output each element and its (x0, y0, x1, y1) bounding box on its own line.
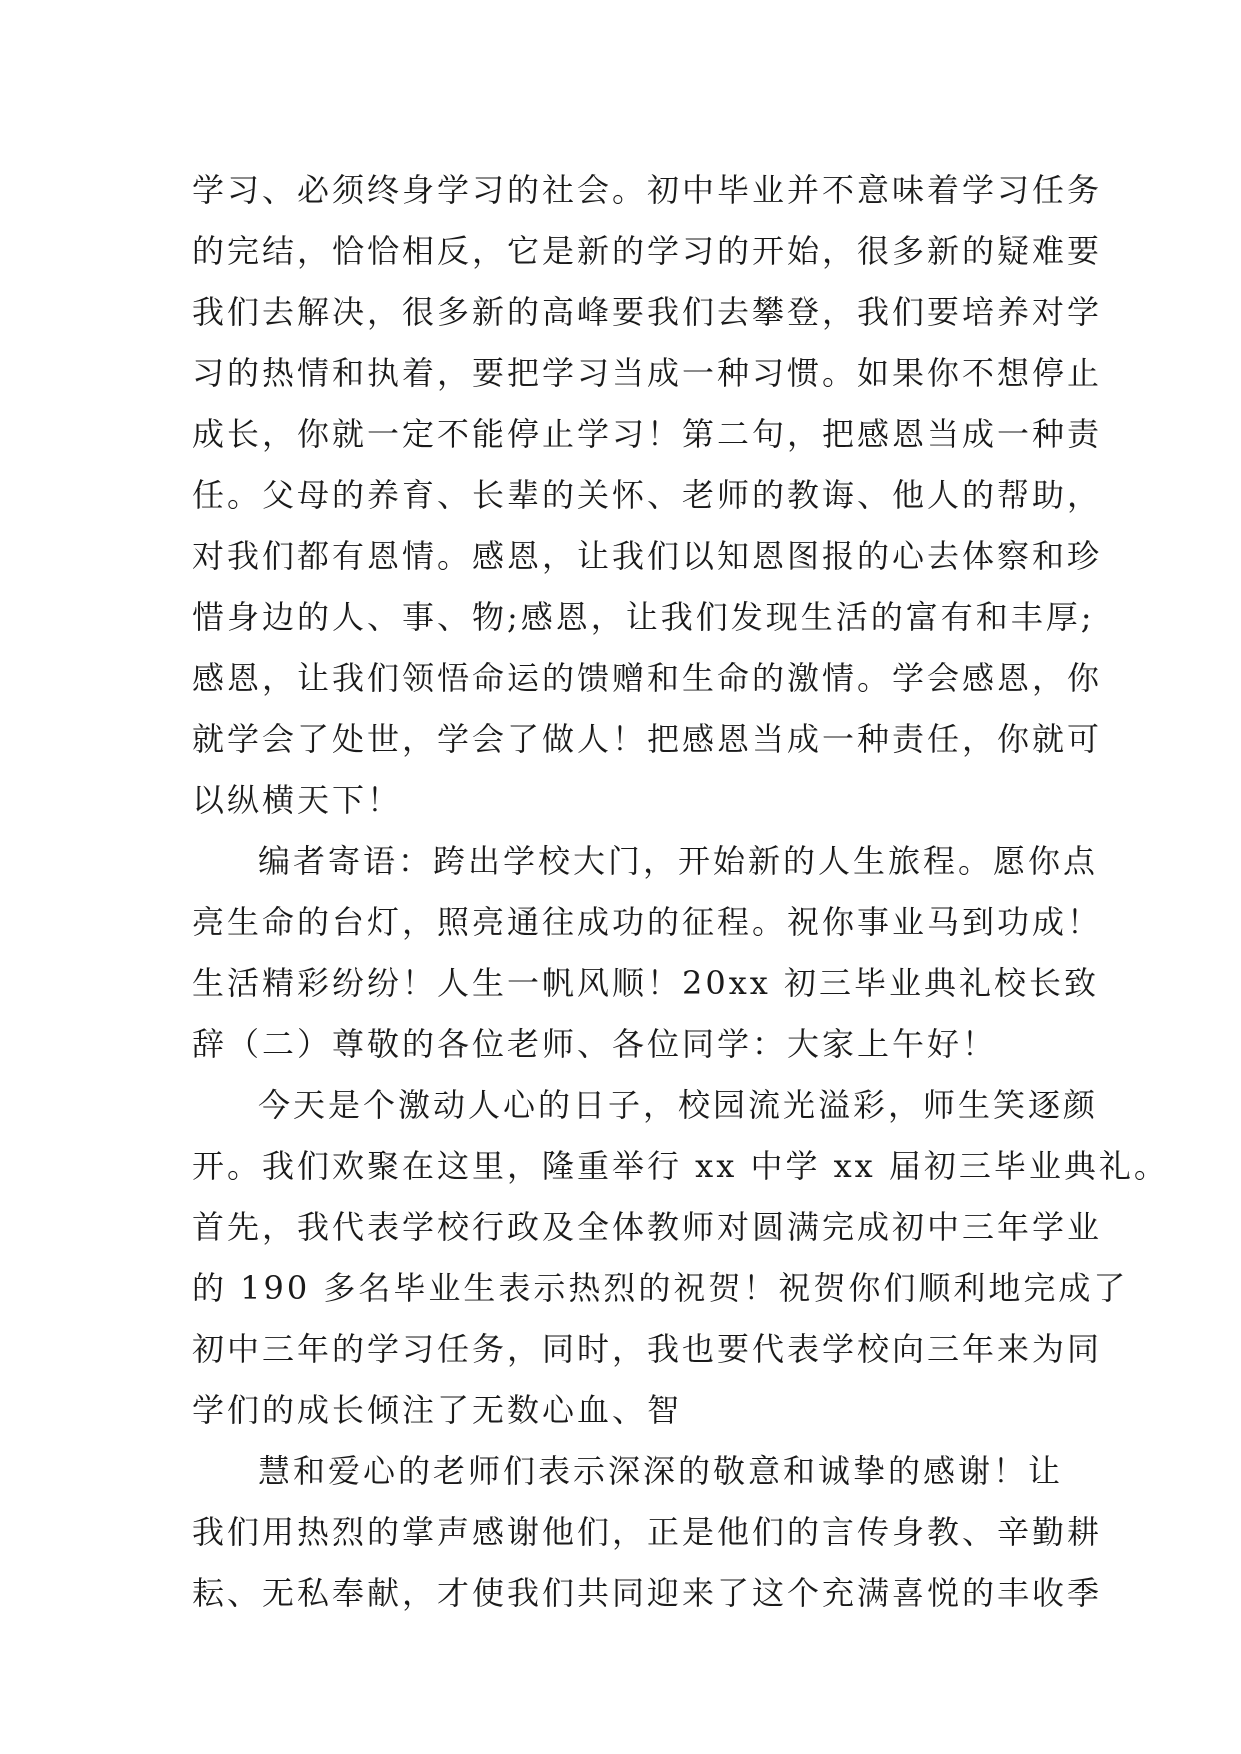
text-line: 辞（二）尊敬的各位老师、各位同学：大家上午好！ (192, 1025, 998, 1063)
text-line: 学们的成长倾注了无数心血、智 (192, 1391, 683, 1429)
text-line: 学习、必须终身学习的社会。初中毕业并不意味着学习任务 (192, 171, 1103, 209)
text-line: 的 190 多名毕业生表示热烈的祝贺！祝贺你们顺利地完成了 (192, 1269, 1129, 1307)
text-line: 成长，你就一定不能停止学习！第二句，把感恩当成一种责 (192, 415, 1103, 453)
text-line: 亮生命的台灯，照亮通往成功的征程。祝你事业马到功成！ (192, 903, 1103, 941)
text-line: 今天是个激动人心的日子，校园流光溢彩，师生笑逐颜 (258, 1086, 1099, 1124)
text-line: 任。父母的养育、长辈的关怀、老师的教诲、他人的帮助， (192, 476, 1103, 514)
text-line: 耘、无私奉献，才使我们共同迎来了这个充满喜悦的丰收季 (192, 1574, 1103, 1612)
text-line: 我们去解决，很多新的高峰要我们去攀登，我们要培养对学 (192, 293, 1103, 331)
text-line: 惜身边的人、事、物;感恩，让我们发现生活的富有和丰厚; (192, 598, 1095, 636)
text-line: 编者寄语：跨出学校大门，开始新的人生旅程。愿你点 (258, 842, 1099, 880)
text-line: 我们用热烈的掌声感谢他们，正是他们的言传身教、辛勤耕 (192, 1513, 1103, 1551)
text-line: 对我们都有恩情。感恩，让我们以知恩图报的心去体察和珍 (192, 537, 1103, 575)
text-line: 生活精彩纷纷！人生一帆风顺！20xx 初三毕业典礼校长致 (192, 964, 1099, 1002)
text-line: 就学会了处世，学会了做人！把感恩当成一种责任，你就可 (192, 720, 1103, 758)
body-text (192, 160, 1169, 1624)
text-line: 首先，我代表学校行政及全体教师对圆满完成初中三年学业 (192, 1208, 1103, 1246)
text-line: 开。我们欢聚在这里，隆重举行 xx 中学 xx 届初三毕业典礼。 (192, 1147, 1169, 1185)
text-line: 以纵横天下！ (192, 781, 403, 819)
text-line: 感恩，让我们领悟命运的馈赠和生命的激情。学会感恩，你 (192, 659, 1103, 697)
text-line: 初中三年的学习任务，同时，我也要代表学校向三年来为同 (192, 1330, 1103, 1368)
text-line: 慧和爱心的老师们表示深深的敬意和诚挚的感谢！让 (258, 1452, 1064, 1490)
text-line: 的完结，恰恰相反，它是新的学习的开始，很多新的疑难要 (192, 232, 1103, 270)
text-line: 习的热情和执着，要把学习当成一种习惯。如果你不想停止 (192, 354, 1103, 392)
